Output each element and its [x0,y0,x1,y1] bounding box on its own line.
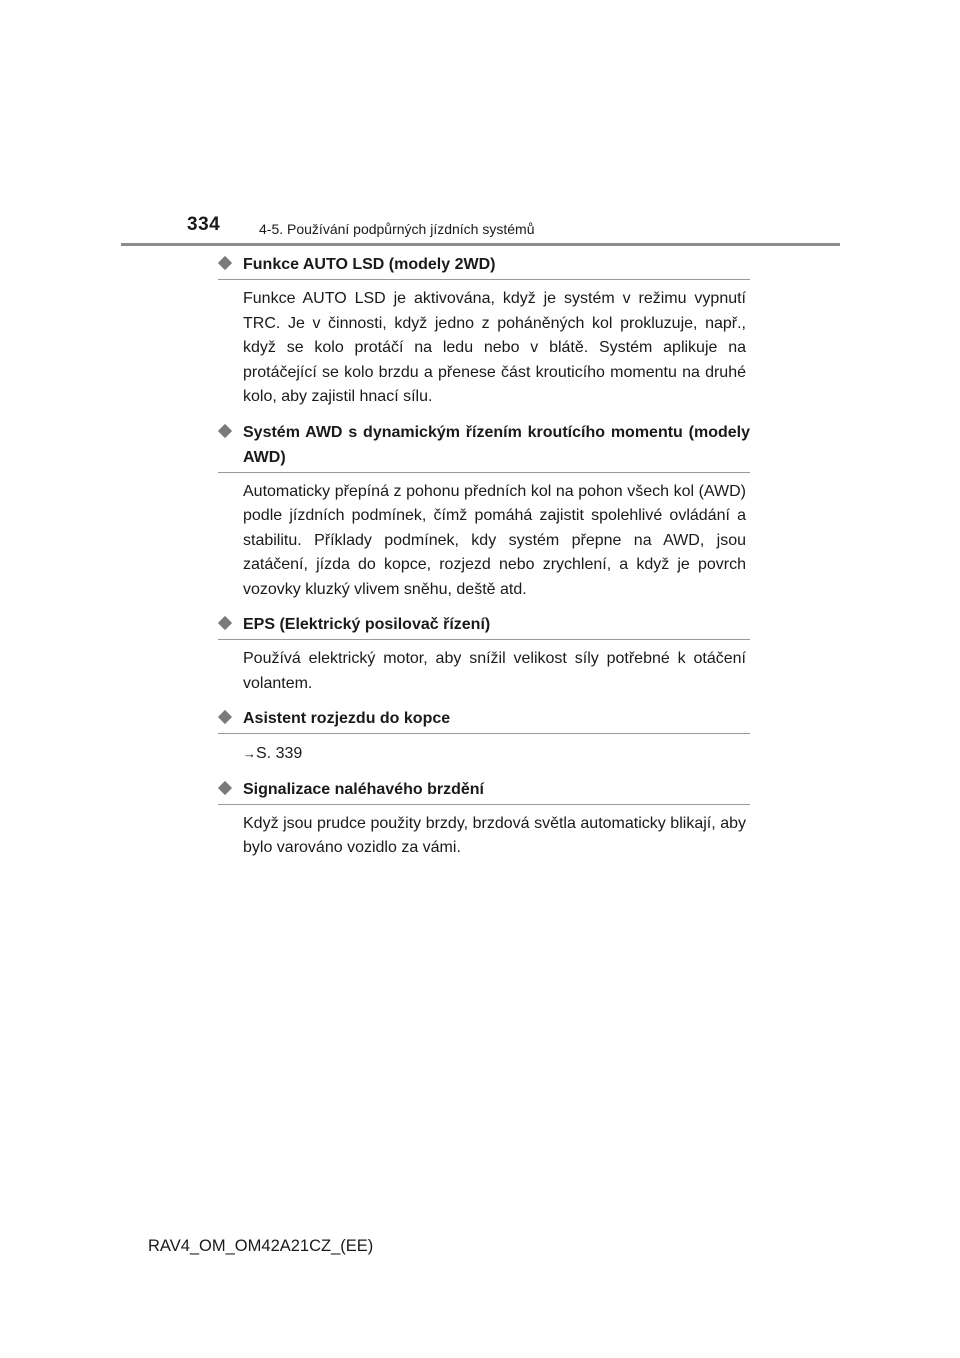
diamond-bullet-icon [218,780,232,794]
diamond-bullet-icon [218,256,232,270]
sub-heading [218,612,750,640]
page-header [0,0,960,250]
page-content [218,252,750,871]
section-eps [218,612,750,696]
section-emergency-brake-signal [218,777,750,861]
section-auto-lsd [218,252,750,410]
arrow-right-icon: → [243,746,256,761]
document-id: RAV4_OM_OM42A21CZ_(EE) [148,1237,374,1255]
diamond-bullet-icon [218,616,232,630]
sub-heading-text: EPS (Elektrický posilovač řízení) [243,616,491,633]
section-awd [218,420,750,603]
header-rule [121,243,840,246]
sub-heading-text: Asistent rozjezdu do kopce [243,710,451,727]
diamond-bullet-icon [218,710,232,724]
section-body: Automaticky přepíná z pohonu předních kol na pohon všech kol (AWD) podle jízdních podmínek, čímž pomáhá zajistit spolehlivé ovládání a stabilitu. Příklady podmínek, kdy systém přepne na AWD, jsou zatáčení, jízda do kopce, rozjezd nebo zrychlení, a když je povrch vozovky kluzký vlivem sněhu, deště atd. [243,482,746,598]
diamond-bullet-icon [218,423,232,437]
section-title: 4-5. Používání podpůrných jízdních systémů [259,221,535,237]
page-reference[interactable] [218,742,750,767]
section-body: Když jsou prudce použity brzdy, brzdová světla automaticky blikají, aby bylo varováno vozidlo za vámi. [243,814,746,856]
sub-heading-text: Funkce AUTO LSD (modely 2WD) [243,256,496,273]
sub-heading [218,706,750,734]
section-body: Používá elektrický motor, aby snížil velikost síly potřebné k otáčení volantem. [243,650,746,692]
sub-heading-text: Signalizace naléhavého brzdění [243,780,484,798]
section-hill-start [218,706,750,767]
sub-heading [218,252,750,280]
page-reference-text: S. 339 [256,745,303,762]
sub-heading-text: Systém AWD s dynamickým řízením kroutícího momentu (modely AWD) [243,423,750,466]
sub-heading [218,777,750,805]
sub-heading [218,420,750,473]
page-number: 334 [187,214,221,235]
section-body: Funkce AUTO LSD je aktivována, když je systém v režimu vypnutí TRC. Je v činnosti, když jedno z poháněných kol prokluzuje, např., když se kolo protáčí na ledu nebo v blátě. Systém aplikuje na protáčející se kolo brzdu a přenese část krouticího momentu na druhé kolo, aby zajistil hnací sílu. [243,290,746,405]
